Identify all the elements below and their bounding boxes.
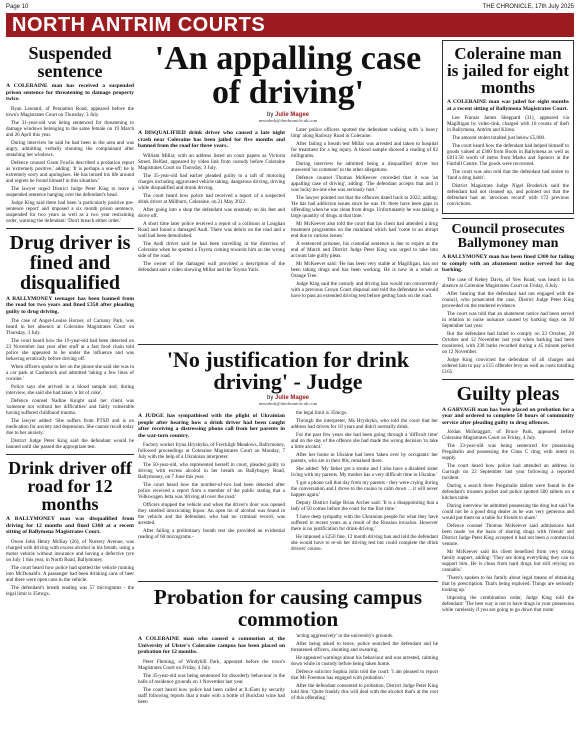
story-paragraph: 'There's spoken to his family about legal means of obtaining that by prescription. That's being explored. Things are seriously looking up.' xyxy=(442,575,574,593)
story-paragraph: He appeared warnings about his behaviour and was arrested, calming down while in custody before being taken home. xyxy=(291,655,438,667)
story-paragraph: After going into a shop the defendant was unsteady on his feet and drove off. xyxy=(138,206,285,219)
story-paragraph: A short time later police received a report of a collision at Loughan Road and found a damaged Audi. There was debris on the road and a wall had been demolished. xyxy=(138,220,285,239)
third-story xyxy=(138,586,438,730)
story-paragraph: The court heard how the number-of-two had been detected after police received a report from a member of the public stating that a Volkswagen Jetta was 'driving all over the road.' xyxy=(138,482,285,500)
story-headline: Probation for causing campus commotion xyxy=(153,586,423,631)
story-paragraph: The court heard how police had received a report of a suspected drink driver at Millburn, Coleraine, on 21 May 2022. xyxy=(138,192,285,205)
story-headline: 'No justification for drink driving' - Judge xyxy=(166,349,410,394)
story-paragraph: The Audi driver said he had been travelling in the direction of Coleraine when he spotted a Toyota coming towards him on the wrong side of the road. xyxy=(138,240,285,259)
story-paragraph: Judge King convicted the defendant of all charges and ordered him to pay a £15 offender levy as well as costs totalling £165. xyxy=(442,356,574,375)
story-paragraph: Defence counsel Thomas McKeever said admissions had been made 'on the basis of sharing drugs with friends' and District Judge Peter King accepted it had not been a commercial venture. xyxy=(442,523,574,547)
story-headline: Council prosecutes Ballymoney man xyxy=(451,222,565,251)
left-column xyxy=(6,40,134,730)
story-paragraph: After failing a preliminary breath test she provided an evidential reading of 60 micrograms - xyxy=(138,528,285,540)
divider xyxy=(6,228,134,229)
story-guilty-pleas xyxy=(442,384,574,614)
story-paragraph: She added: 'My father got a stroke and I also have a disabled sister living with my parents. My mother has a very difficult time in Ukraine.' xyxy=(291,466,438,478)
story-headline: Drink driver off road for 12 months xyxy=(8,458,132,514)
story-paragraph: Owen John Henry McKay (26), of Nursery Avenue, was charged with driving with excess alcohol in his breath, using a motor vehicle without insurance and having a defective tyre on July 1 this year, in North Road, Ballymoney. xyxy=(6,538,134,563)
story-paragraph: After her home in Ukraine had been 'taken over by occupants' her parents, who are in their 80s, remained there. xyxy=(291,452,438,464)
story-paragraph: William Millar, with an address listed on court papers as Victoria Street, Belfast, appeared by video link from custody before Coleraine Magistrates Court on Thursday, 3 July. xyxy=(138,152,285,171)
story-paragraph: The defendant's breath reading was 57 micrograms - the legal limit is 35mcgs. xyxy=(6,584,134,597)
story-headline: Guilty pleas xyxy=(456,382,560,405)
story-paragraph: Defence counsel Nadine Knight said her client was 'someone not without her difficulties' and fairly vulnerable having suffered childhood trauma. xyxy=(6,398,134,416)
story-coleraine-jailed xyxy=(442,40,574,214)
middle-column xyxy=(138,40,438,730)
story-paragraph: The court was also told that the defendant had stolen to 'fund a drug habit'. xyxy=(447,169,569,181)
story-paragraph: Deputy District Judge Brian Archer said: 'It is a disappointing that a lady of 50 comes before the court for the first time.' xyxy=(291,500,438,512)
paper-dateline: THE CHRONICLE, 17th July 2025 xyxy=(482,4,574,10)
story-drink-driver xyxy=(6,459,134,597)
page-number: Page 10 xyxy=(6,4,29,10)
story-paragraph: The court heard how police had been called at 8.45am by security staff following reports that a male with a bottle of Buckfast wine had been xyxy=(138,686,285,705)
story-paragraph: Imposing the combination order, Judge King told the defendant: 'The best way is not to have drugs in your possession while carelessly if you are going to go down that route.' xyxy=(442,595,574,613)
story-paragraph: The court heard how police had spotted the vehicle running into McDonald's. A passenger had been drinking cans of beer and there were open cans in the vehicle. xyxy=(6,564,134,583)
story-paragraph: The 35-year-old had earlier pleaded guilty to a raft of motoring charges including aggravated vehicle taking, dangerous driving, driving while disqualified and drunk driving. xyxy=(138,172,285,191)
page-header xyxy=(6,2,574,12)
story-paragraph: Ryan Leonard, of Pennamin Road, appeared before the town's Magistrates Court on Thursday, 3 July. xyxy=(6,105,134,118)
story-drug-driver xyxy=(6,233,134,451)
byline-prefix: by xyxy=(266,112,274,118)
story-paragraph: District Magistrate Judge Nigel Broderick said the defendant had not cleaned up, and pointed out that the defendant had an 'atrocious record' with 172 previous convictions. xyxy=(447,183,569,207)
story-paragraph: After hearing that the defendant had not engaged with the council, who prosecuted the case, District Judge Peter King proceeded on the tendered evidence. xyxy=(442,290,574,309)
story-council-prosecutes xyxy=(442,223,574,375)
story-paragraph: During interview he admitted being a disqualified driver but answered 'no comment' to the other allegations. xyxy=(291,161,438,173)
story-paragraph: Mr McKeever said: 'He has been very stable at Magilligan, has not been taking drugs and has been working. He is now in a rehab at Orange Tree.' xyxy=(291,261,438,279)
story-paragraph: The 33-year-old was being sentenced for possessing Pregabalin and possessing the Class C drug with intent to supply. xyxy=(442,443,574,461)
story-paragraph: The owner of the damaged wall provided a description of the defendant and a video showing Millar and the Toyota Yaris. xyxy=(138,260,285,273)
story-standfirst: A BALLYMONEY man has been fined £300 for failing to comply with an abatement notice served for dog barking. xyxy=(442,254,574,273)
story-standfirst: A COLERAINE man was jailed for eight months at a recent sitting of Ballymena Magistrates Court. xyxy=(447,99,569,112)
story-paragraph: When officers spoke to her on the phone she said she was in a car park at Castlerock and admitted 'taking a few lines of cocaine.' xyxy=(6,364,134,382)
byline-name: Julie Magee xyxy=(275,112,310,118)
story-paragraph: The lawyer added: 'She suffers from PTSD and is on medication for anxiety and depression. She cannot recall today due to her anxiety.' xyxy=(6,418,134,436)
byline-prefix: by xyxy=(266,395,274,401)
story-standfirst: A BALLYMONEY man was disqualified from driving for 12 months and fined £360 at a recent sitting of Ballymena Magistrates Court. xyxy=(6,516,134,535)
story-paragraph: Through the interpreter, Ms Hryshykn, who told the court that her address had driven for 18 years and didn't normally drink. xyxy=(291,418,438,430)
story-paragraph: the legal limit is 35mcgs. xyxy=(296,410,348,416)
story-headline: Drug driver is fined and disqualified xyxy=(9,231,131,294)
story-paragraph: Police says she arrived in a blood sample and, during interview, she said she had taken 'a lot of coke'. xyxy=(6,384,134,396)
story-standfirst: A JUDGE has sympathised with the plight of Ukrainian people after hearing how a drink driver had been caught after receiving a distressing phone call from her parents in the war-torn country. xyxy=(138,413,285,439)
story-headline: 'An appalling case of driving' xyxy=(154,40,422,111)
story-paragraph: Peter Fleming, of Windyhill Park, appeared before the town's Magistrates Court on Friday, 4 July. xyxy=(138,658,285,671)
story-paragraph: The court heard how the 19-year-old had been detected on 23 November last year after stuff at a fast food chain told police she appeared to be under the influence and was behaving erratically before driving off. xyxy=(6,338,134,362)
story-paragraph: After being asked to leave, police searched the defendant and he threatened officers, shouting and swearing. xyxy=(291,641,438,653)
story-paragraph: During interview he said he had been in the area and was angry, admitting verbally shouting the complainant after smashing her windows. xyxy=(6,139,134,158)
story-paragraph: But the defendant had failed to comply on 23 October, 28 October and 12 November last year when barking had been monitored, with 238 barks recorded during a 45 minute period on 12 November. xyxy=(442,330,574,355)
story-paragraph: Mr McKeever said his client benefited from very strong family support, adding: 'They are doing everything they can to support him. He is clean from hard drugs but still relying on cannabis.' xyxy=(442,549,574,573)
lead-story xyxy=(138,40,438,340)
right-column xyxy=(442,40,574,730)
story-paragraph: 'I have deep sympathy with the Ukrainian people for what they have suffered in recent years as a result of the Russian invasion. However there is no justification for drink-driving.' xyxy=(291,514,438,532)
story-paragraph: Defence solicitor Sophia Jolin told the court: 'I am pleased to report that Mr Freeman has engaged with probation.' xyxy=(291,669,438,681)
divider xyxy=(442,379,574,380)
story-paragraph: The 35-year-old was being sentenced for disorderly behaviour in the halls of residence grounds on 1 November last year. xyxy=(138,672,285,685)
story-headline: Coleraine man is jailed for eight months xyxy=(447,44,569,97)
story-paragraph: Defence counsel Thomas McKeever conceded that it was 'an appalling case of driving', adding: 'The defendant accepts that and it was lucky no-one else was seriously hurt.' xyxy=(291,175,438,193)
story-paragraph: During a search three Pregabalin tablets were found in the defendant's trousers pocket and police spotted 500 tablets on a kitchen table. xyxy=(442,483,574,501)
story-paragraph: The 31-year-old was being sentenced for threatening to damage windows belonging to the same female on 19 March and 26 April this year. xyxy=(6,119,134,138)
story-paragraph: For the past few years she had been going through a 'difficult time' and on the day of the offence she had made the wrong decision 'to take a little alcohol.' xyxy=(291,432,438,450)
story-paragraph: Mr McKeever also told the court that his client had attended a drug treatment programme on the mainland which had 'come to an abrupt end due to various issues.' xyxy=(291,221,438,239)
story-headline: Suspended sentence xyxy=(28,43,112,81)
story-standfirst: A GARVAGH man has been placed on probation for a year and ordered to complete 50 hours of community service after pleading guilty to drug offences. xyxy=(442,406,574,426)
byline-email: newsdesk@thechronicle.uk.com xyxy=(258,401,318,406)
story-paragraph: Factory worker Iryna Hryshykn, of Freckligh Meadows, Ballymoney, followed proceedings at Coleraine Magistrates Court on Monday, 7 July with the help of a Ukrainian interpreter. xyxy=(138,442,285,460)
story-paragraph: 'I got a phone call that day from my parents - they were crying during the conversation and I drove to the casino to calm down ... it will never happen again.' xyxy=(291,480,438,498)
story-paragraph: The lawyer urged District Judge Peter King to leave a suspended sentence hanging over the defendant's head. xyxy=(6,185,134,198)
story-standfirst: A DISQUALIFIED drink driver who caused a late night crash near Coleraine has been jailed for five months and banned from the road for three years. xyxy=(138,130,285,149)
story-paragraph: District Judge Peter King said the defendant would be banned until she passed the appropriate test. xyxy=(6,438,134,450)
story-paragraph: A sentenced prisoner, his custodial sentence is due to expire at the end of March and District Judge Peter King was urged to take into account late guilty pleas. xyxy=(291,241,438,259)
divider xyxy=(138,344,438,345)
story-suspended xyxy=(6,44,134,224)
byline-email: newsdesk@thechronicle.uk.com xyxy=(258,118,318,123)
story-paragraph: He imposed a £250 fine, 12 month driving ban and told the defendant she would have to re-sit her driving test but could complete the drink drivers' course. xyxy=(291,534,438,552)
story-paragraph: The court heard how police had attended an address in Garvagh on 22 September last year following a reported incident. xyxy=(442,463,574,481)
story-paragraph: The case of Angel-Louise Horner, of Carnany Park, was heard in her absence at Coleraine Magistrates Court on Thursday, 3 July. xyxy=(6,318,134,336)
story-paragraph: Officers stopped the vehicle and when the driver's door was opened they smelled intoxicating liquor. An open tin of alcohol was found in the vehicle and the defendant, who had no criminal record, was arrested. xyxy=(138,502,285,526)
story-paragraph: 'acting aggressively' in the university's grounds. xyxy=(296,633,394,639)
story-paragraph: The court heard how the defendant had helped himself to goods valued at £360 from Boots in Ballymena as well as £813.50 worth of items from Marks and Spencer at the Fairhill Centre. The goods were recovered. xyxy=(447,143,569,167)
story-paragraph: Defence counsel Grant Fowlis described a probation report as 'extremely positive,' adding: 'It is perhaps a one-off; he is extremely sorry and apologises. He has turned his life around and regrets he found himself in this situation.' xyxy=(6,159,134,184)
divider xyxy=(442,218,574,219)
story-paragraph: Judge King said there had been 'a particularly positive pre-sentence report' and imposed a six month prison sentence, suspended for two years as well as a two year restraining order, warning the defendant: 'Don't breach either order.' xyxy=(6,199,134,224)
divider xyxy=(138,581,438,582)
story-paragraph: Later police officers spotted the defendant walking with 'a heavy limp' along Railway Road in Coleraine. xyxy=(291,127,438,139)
story-paragraph: During interview he admitted possessing the drug but said 'he could not be a good drug dealer as he was very generous and would put them on a table for friends to share.' xyxy=(442,503,574,521)
story-standfirst: A COLERAINE man has received a suspended prison sentence for threatening to damage property twice. xyxy=(6,83,134,102)
story-paragraph: The 50-year-old, who represented herself in court, pleaded guilty to driving with excess alcohol in her breath on Ballybogey Road, Ballymoney, on 7 June this year. xyxy=(138,462,285,480)
story-paragraph: The case of Kehey Davis, of Yew Road, was heard in his absence at Coleraine Magistrates Court on Friday, 4 July. xyxy=(442,276,574,289)
story-paragraph: After failing a breath test Millar was arrested and taken to hospital for treatment for a leg injury. A blood sample showed a reading of 82 milligrams. xyxy=(291,141,438,159)
second-story xyxy=(138,349,438,577)
story-paragraph: After the defendant consented to probation, District Judge Peter King told him: 'Quite frankly this will deal with the alcohol that's at the root of this offending.' xyxy=(291,683,438,701)
byline-name: Julie Magee xyxy=(275,395,310,401)
story-standfirst: A COLERAINE man who caused a commotion at the University of Ulster's Coleraine campus has been placed on probation for 12 months. xyxy=(138,636,285,655)
divider xyxy=(6,454,134,455)
story-paragraph: The court was told that an abatement notice had been served in relation to noise nuisance caused by barking dogs on 30 September last year. xyxy=(442,310,574,329)
story-standfirst: A BALLYMONEY teenager has been banned from the road for two years and fined £350 after pleading guilty to drug driving. xyxy=(6,295,134,315)
story-paragraph: Judge King said the custody and driving ban would run concurrently with a previous Crown Court disposal and told the defendant he would have to pass an extended driving test before getting back on the road. xyxy=(291,281,438,299)
story-paragraph: The amount stolen totalled just below £5,000. xyxy=(452,135,546,141)
story-paragraph: The lawyer pointed out that the offences dated back to 2022, adding: 'He has had addiction issues since he was 16; there have been gaps in offending when he was clean from drugs. Unfortunately he was taking a large quantity of drugs at that time.' xyxy=(291,195,438,219)
story-paragraph: Jordan McIntaggart, of Bruce Park, appeared before Coleraine Magistrates Court on Friday, 4 July. xyxy=(442,429,574,441)
story-paragraph: Lee Fransis James Sheppard (31), appeared via Magilligan by video-link, charged with 10 counts of theft in Ballymena, Antrim and Kilrea. xyxy=(447,115,569,133)
section-title: NORTH ANTRIM COURTS xyxy=(6,13,574,37)
